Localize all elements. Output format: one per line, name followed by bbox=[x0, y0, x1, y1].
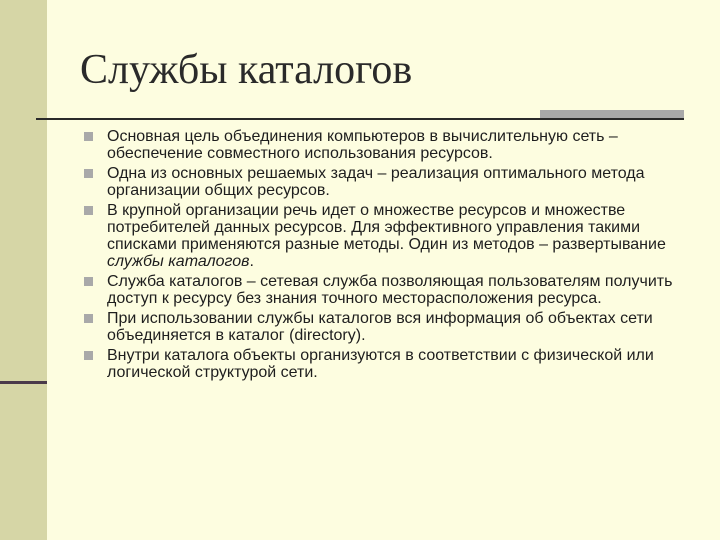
bullet-text: При использовании службы каталогов вся информация об объектах сети объединяется в каталог (directory). bbox=[107, 310, 653, 344]
left-decorative-band bbox=[0, 0, 47, 540]
bullet-item bbox=[84, 202, 684, 270]
bullet-text: Основная цель объединения компьютеров в вычислительную сеть – обеспечение совместного использования ресурсов. bbox=[107, 128, 618, 162]
bullet-text-tail: . bbox=[249, 253, 254, 270]
slide-title: Службы каталогов bbox=[80, 47, 413, 93]
bullet-emphasis: службы каталогов bbox=[107, 253, 250, 270]
bullet-text: Одна из основных решаемых задач – реализация оптимального метода организации общих ресурсов. bbox=[107, 165, 645, 199]
bullet-item bbox=[84, 165, 684, 199]
bullet-item bbox=[84, 273, 684, 307]
title-underline bbox=[36, 118, 684, 120]
bullet-text: В крупной организации речь идет о множестве ресурсов и множестве потребителей данных ресурсов. Для эффективного управления такими списками применяются разные методы. Один из методов – развертывание bbox=[107, 202, 666, 253]
bullet-item bbox=[84, 310, 684, 344]
bullet-item bbox=[84, 128, 684, 162]
bullet-text: Внутри каталога объекты организуются в соответствии с физической или логической структурой сети. bbox=[107, 347, 654, 381]
left-band-divider bbox=[0, 381, 47, 384]
bullet-item bbox=[84, 347, 684, 381]
bullet-text: Служба каталогов – сетевая служба позволяющая пользователям получить доступ к ресурсу без знания точного месторасположения ресурса. bbox=[107, 273, 673, 307]
title-underline-accent bbox=[540, 110, 684, 118]
bullet-list bbox=[84, 128, 684, 381]
